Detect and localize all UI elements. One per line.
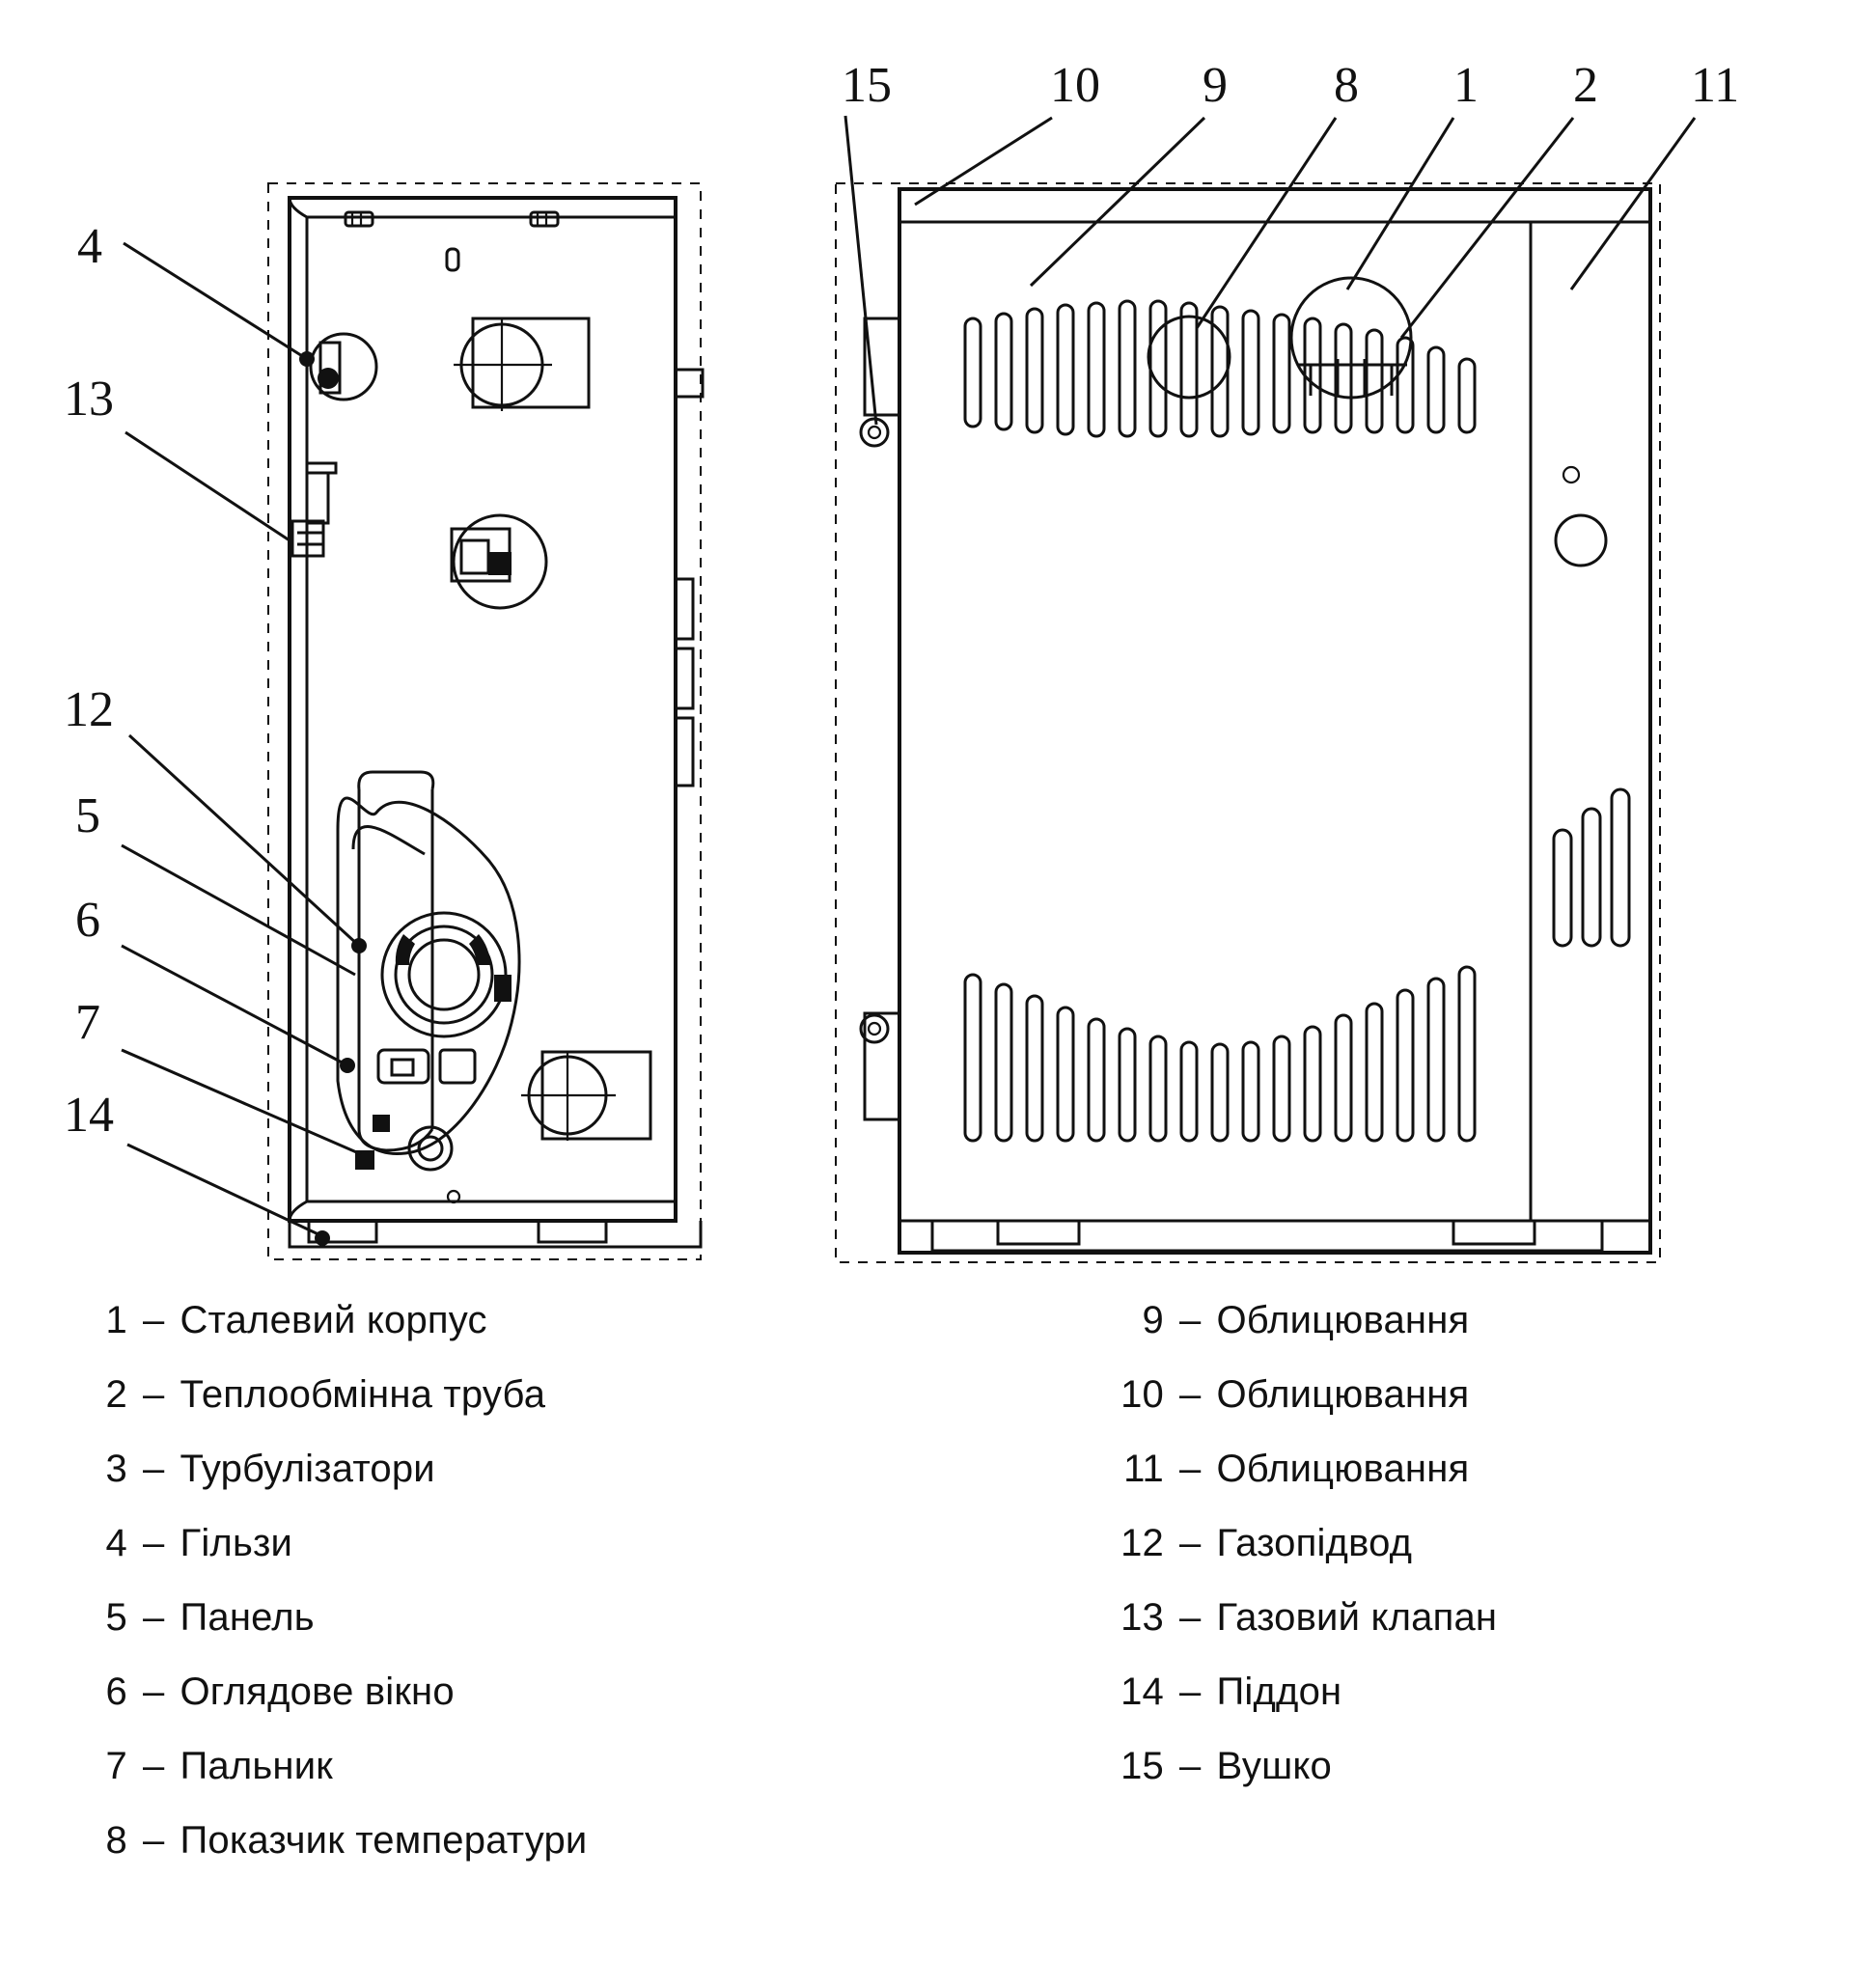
front-lower-louvres xyxy=(965,967,1475,1141)
legend-number: 14 xyxy=(1120,1670,1164,1713)
louvre-u8 xyxy=(1181,303,1197,436)
legend-number: 2 xyxy=(105,1373,127,1416)
legend-separator: – xyxy=(143,1596,165,1639)
legend-item xyxy=(1120,1581,1853,1655)
callout-number-5: 5 xyxy=(75,788,100,843)
side-top-vent-1 xyxy=(346,212,373,226)
callout-number-11: 11 xyxy=(1691,58,1740,113)
louvre-u2 xyxy=(996,314,1011,429)
side-port-mid-1 xyxy=(676,579,693,639)
louvre-l5 xyxy=(1089,1019,1104,1141)
callout-line-11 xyxy=(1571,118,1695,290)
side-view-corner-bl xyxy=(290,1201,307,1221)
legend-separator: – xyxy=(143,1299,165,1341)
legend-label: Оглядове вікно xyxy=(180,1670,455,1713)
legend-number: 9 xyxy=(1142,1299,1164,1341)
legend-number: 15 xyxy=(1120,1745,1164,1787)
legend-label: Пальник xyxy=(180,1745,333,1787)
louvre-s2 xyxy=(1583,809,1600,946)
front-right-knob xyxy=(1556,515,1606,566)
legend-item xyxy=(1120,1729,1853,1804)
legend-separator: – xyxy=(143,1448,165,1490)
legend-right-column xyxy=(1120,1284,1853,1804)
front-view-bounding-box xyxy=(836,183,1660,1262)
front-upper-louvres xyxy=(965,301,1475,436)
legend-separator: – xyxy=(143,1745,165,1787)
louvre-u7 xyxy=(1150,301,1166,436)
legend-number: 6 xyxy=(105,1670,127,1713)
legend-item xyxy=(83,1506,874,1581)
callout-number-2: 2 xyxy=(1573,58,1598,113)
callout-number-14: 14 xyxy=(64,1088,114,1143)
sight-window-glass xyxy=(409,940,479,1009)
gas-valve-stem xyxy=(307,473,328,523)
legend-item xyxy=(1120,1432,1853,1506)
legend-separator: – xyxy=(1179,1745,1202,1787)
legend-label: Теплообмінна труба xyxy=(180,1373,546,1416)
legend-item xyxy=(83,1655,874,1729)
louvre-l10 xyxy=(1243,1042,1258,1141)
callout-line-6 xyxy=(122,946,347,1065)
sight-window-outer xyxy=(382,913,506,1036)
legend-item xyxy=(1120,1506,1853,1581)
callout-number-1: 1 xyxy=(1453,58,1479,113)
louvre-u4 xyxy=(1058,305,1073,434)
legend-label: Сталевий корпус xyxy=(180,1299,487,1341)
louvre-l9 xyxy=(1212,1044,1228,1141)
callout-number-13: 13 xyxy=(64,372,114,427)
front-view-group xyxy=(836,58,1739,1262)
louvre-l1 xyxy=(965,975,981,1141)
side-view-group xyxy=(64,183,703,1259)
louvre-u16 xyxy=(1428,347,1444,432)
callout-number-15: 15 xyxy=(842,58,892,113)
legend-label: Піддон xyxy=(1216,1670,1342,1713)
legend-number: 10 xyxy=(1120,1373,1164,1416)
legend-number: 1 xyxy=(105,1299,127,1341)
louvre-u17 xyxy=(1459,359,1475,432)
legend-separator: – xyxy=(1179,1522,1202,1564)
callout-number-8: 8 xyxy=(1334,58,1359,113)
callout-line-1 xyxy=(1347,118,1453,290)
legend-item xyxy=(83,1284,874,1358)
legend-separator: – xyxy=(1179,1299,1202,1341)
legend-label: Вушко xyxy=(1216,1745,1332,1787)
legend-item xyxy=(83,1358,874,1432)
legend-separator: – xyxy=(143,1670,165,1713)
louvre-u5 xyxy=(1089,303,1104,436)
legend-number: 12 xyxy=(1120,1522,1164,1564)
louvre-u6 xyxy=(1120,301,1135,436)
callout-number-12: 12 xyxy=(64,682,114,737)
burner-assembly-inner-curve xyxy=(353,827,425,854)
legend xyxy=(0,1284,1853,1988)
legend-separator: – xyxy=(143,1522,165,1564)
legend-item xyxy=(1120,1358,1853,1432)
louvre-u10 xyxy=(1243,311,1258,434)
legend-separator: – xyxy=(1179,1448,1202,1490)
louvre-l17 xyxy=(1459,967,1475,1141)
louvre-u11 xyxy=(1274,315,1289,432)
gas-valve-cap xyxy=(307,463,336,473)
burner-side-block xyxy=(440,1050,475,1083)
louvre-u12 xyxy=(1305,318,1320,432)
louvre-l16 xyxy=(1428,979,1444,1141)
legend-separator: – xyxy=(1179,1596,1202,1639)
hinge-eye-upper-hole xyxy=(869,427,880,438)
louvre-u14 xyxy=(1367,330,1382,432)
side-port-mid-3 xyxy=(676,718,693,786)
callout-line-2 xyxy=(1401,118,1573,338)
louvre-l15 xyxy=(1397,990,1413,1141)
hinge-eye-upper xyxy=(861,419,888,446)
callout-dot-4 xyxy=(299,351,315,367)
callout-number-10: 10 xyxy=(1050,58,1100,113)
callout-number-4: 4 xyxy=(77,219,102,274)
sight-window-shade xyxy=(469,934,490,965)
legend-number: 5 xyxy=(105,1596,127,1639)
temperature-gauge xyxy=(1148,317,1230,398)
callout-line-10 xyxy=(915,118,1052,205)
louvre-l14 xyxy=(1367,1004,1382,1141)
legend-item xyxy=(83,1581,874,1655)
side-top-nub xyxy=(447,249,458,270)
callout-number-9: 9 xyxy=(1203,58,1228,113)
front-tray xyxy=(932,1221,1602,1251)
legend-number: 8 xyxy=(105,1819,127,1862)
legend-label: Панель xyxy=(180,1596,315,1639)
control-knob xyxy=(488,552,512,575)
legend-label: Газовий клапан xyxy=(1216,1596,1498,1639)
legend-label: Турбулізатори xyxy=(180,1448,435,1490)
louvre-s3 xyxy=(1612,789,1629,946)
callout-dot-12 xyxy=(351,938,367,953)
louvre-l12 xyxy=(1305,1027,1320,1141)
sleeve-port-dot xyxy=(318,368,339,389)
legend-item xyxy=(1120,1284,1853,1358)
legend-label: Облицювання xyxy=(1216,1299,1470,1341)
legend-label: Гільзи xyxy=(180,1522,293,1564)
louvre-l3 xyxy=(1027,996,1042,1141)
side-port-mid-2 xyxy=(676,649,693,708)
burner-marker-2 xyxy=(373,1115,390,1132)
louvre-s1 xyxy=(1554,830,1571,946)
legend-separator: – xyxy=(143,1373,165,1416)
legend-separator: – xyxy=(143,1819,165,1862)
callout-line-15 xyxy=(845,116,876,425)
legend-item xyxy=(83,1729,874,1804)
louvre-l2 xyxy=(996,984,1011,1141)
legend-number: 4 xyxy=(105,1522,127,1564)
legend-number: 3 xyxy=(105,1448,127,1490)
callout-number-7: 7 xyxy=(75,995,100,1050)
legend-item xyxy=(83,1432,874,1506)
callout-dot-6 xyxy=(340,1058,355,1073)
side-view-corner-tl xyxy=(290,198,307,217)
callout-number-6: 6 xyxy=(75,893,100,948)
louvre-l7 xyxy=(1150,1036,1166,1141)
side-foot-right xyxy=(539,1221,606,1242)
legend-label: Облицювання xyxy=(1216,1373,1470,1416)
hinge-eye-lower-hole xyxy=(869,1023,880,1035)
louvre-l6 xyxy=(1120,1029,1135,1141)
legend-label: Газопідвод xyxy=(1216,1522,1413,1564)
legend-number: 7 xyxy=(105,1745,127,1787)
callout-line-9 xyxy=(1031,118,1204,286)
hinge-lug-lower xyxy=(865,1013,899,1119)
callout-line-4 xyxy=(124,243,307,359)
legend-separator: – xyxy=(1179,1373,1202,1416)
burner-body xyxy=(378,1050,429,1083)
legend-separator: – xyxy=(1179,1670,1202,1713)
callout-line-7 xyxy=(122,1050,361,1154)
legend-item xyxy=(1120,1655,1853,1729)
legend-number: 11 xyxy=(1123,1448,1164,1490)
burner-marker-1 xyxy=(494,975,512,1002)
side-view-bounding-box xyxy=(268,183,701,1259)
louvre-u3 xyxy=(1027,309,1042,432)
front-foot-right xyxy=(1453,1221,1535,1244)
callout-line-13 xyxy=(125,432,290,540)
legend-label: Показчик температури xyxy=(180,1819,588,1862)
legend-label: Облицювання xyxy=(1216,1448,1470,1490)
louvre-u1 xyxy=(965,318,981,427)
front-panel xyxy=(899,222,1531,1221)
louvre-l13 xyxy=(1336,1015,1351,1141)
front-foot-left xyxy=(998,1221,1079,1244)
control-inner xyxy=(461,540,488,573)
front-side-louvres xyxy=(1554,789,1629,946)
burner-slot xyxy=(392,1060,413,1075)
front-right-small-hole xyxy=(1563,467,1579,483)
side-port-upper xyxy=(676,370,703,397)
legend-left-column xyxy=(83,1284,874,1878)
louvre-l4 xyxy=(1058,1008,1073,1141)
louvre-l11 xyxy=(1274,1036,1289,1141)
louvre-l8 xyxy=(1181,1042,1197,1141)
legend-item xyxy=(83,1804,874,1878)
side-top-vent-2 xyxy=(531,212,558,226)
gas-inlet-pipe-top xyxy=(359,772,433,789)
legend-number: 13 xyxy=(1120,1596,1164,1639)
